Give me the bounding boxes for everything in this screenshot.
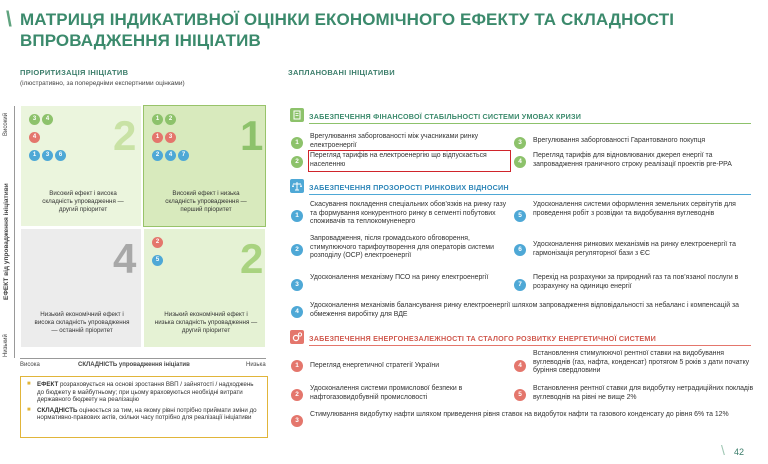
initiative-item: Перегляд енергетичної стратегії України [310,362,440,369]
initiative-dot-blue[interactable]: 6 [55,150,66,161]
initiative-item: Запровадження, після громадського обговорення, стимулюючого тарифоутворення для операторів системи розподілу (ОСР) електроенергії [310,235,494,260]
quadrant-description: Низький економічний ефект і низька складність упровадження — другий пріоритет [154,311,258,334]
x-axis-high-label: Висока [20,362,40,368]
initiative-item: Удосконалення системи оформлення земельних сервітутів для проведення робіт з розвідки та видобування вуглеводнів [533,201,736,217]
initiatives-heading: ЗАПЛАНОВАНІ ІНІЦІАТИВИ [288,68,395,77]
category-title-market-transparency: ЗАБЕЗПЕЧЕННЯ ПРОЗОРОСТІ РИНКОВИХ ВІДНОСИН [309,183,509,192]
quadrant-high-effect-high-complexity [20,105,142,227]
initiative-number: 6 [514,244,526,256]
quadrant-low-effect-high-complexity [20,228,142,348]
initiative-number: 2 [291,156,303,168]
y-axis-line [14,106,15,358]
initiative-number: 1 [291,360,303,372]
priority-number: 2 [113,112,137,159]
category-title-energy-independence: ЗАБЕЗПЕЧЕННЯ ЕНЕРГОНЕЗАЛЕЖНОСТІ ТА СТАЛОГО РОЗВИТКУ ЕНЕРГЕТИЧНОЇ СИСТЕМИ [309,334,656,343]
initiative-item: Перехід на розрахунки за природний газ та пов’язаної послуги в розрахунку на одиницю енергії [533,274,739,290]
quadrant-high-effect-low-complexity [143,105,266,227]
initiative-number: 3 [514,137,526,149]
initiative-number: 1 [291,137,303,149]
initiative-number: 4 [291,306,303,318]
initiative-number: 3 [291,415,303,427]
initiative-dot-blue[interactable]: 5 [152,255,163,266]
title-accent-slash: \ [6,8,12,31]
x-axis-low-label: Низька [246,362,266,368]
legend-complexity: ■ СКЛАДНІСТЬ оцінюється за тим, на якому рівні потрібно приймати зміни до нормативно-правових актів, скільки часу потрібно для реалізації ініціативи [27,407,261,422]
initiative-dot-green[interactable]: 4 [42,114,53,125]
prioritization-subheading: (ілюстративно, за попередніми експертними оцінками) [20,80,185,87]
quadrant-low-effect-low-complexity [143,228,266,348]
initiative-number: 2 [291,244,303,256]
prioritization-heading: ПРІОРИТИЗАЦІЯ ІНІЦІАТИВ [20,68,129,77]
initiative-dot-blue[interactable]: 2 [152,150,163,161]
initiative-dot-green[interactable]: 1 [152,114,163,125]
initiative-number: 2 [291,389,303,401]
initiative-dot-red[interactable]: 4 [29,132,40,143]
category-divider [309,123,751,124]
initiative-dot-green[interactable]: 3 [29,114,40,125]
priority-number: 1 [240,112,264,159]
initiative-item: Удосконалення системи промислової безпеки в нафтогазовидобувній промисловості [310,385,463,401]
page-title-line-1: МАТРИЦЯ ІНДИКАТИВНОЇ ОЦІНКИ ЕКОНОМІЧНОГО ЕФЕКТУ ТА СКЛАДНОСТІ [20,10,675,29]
initiative-number: 5 [514,389,526,401]
initiative-item: Удосконалення механізмів балансування ринку електроенергії шляхом запровадження відповідальності за небаланс і компенсацій за обмеження виробітку для ВДЕ [310,302,739,318]
x-axis-title: СКЛАДНІСТЬ упровадження ініціатив [78,362,190,368]
initiative-dot-red[interactable]: 2 [152,237,163,248]
initiative-item: Встановлення стимулюючої рентної ставки на видобування вуглеводнів (газ, нафта, конденсат) протягом 5 років з дати початку буріння свердловини [533,350,750,375]
legend-effect: ■ ЕФЕКТ розраховується на основі зростання ВВП / зайнятості / надходжень до бюджету в майбутньому; при цьому враховуються необхідні витрати державного бюджету на реалізацію [27,381,261,404]
document-icon [290,108,304,122]
initiative-number: 3 [291,279,303,291]
footer-accent-slash: \ [721,442,725,458]
initiative-item: Стимулювання видобутку нафти шляхом приведення рівня ставок на видобуток нафти та газового конденсату до рівня 6% та 12% [310,411,729,418]
y-axis-title: ЕФЕКТ від упровадження ініціативи [3,183,10,300]
priority-number: 4 [113,235,137,282]
initiative-dot-blue[interactable]: 1 [29,150,40,161]
initiative-dot-blue[interactable]: 7 [178,150,189,161]
page-number: 42 [734,447,745,457]
initiative-item: Перегляд тарифів для відновлюваних джерел енергії та запровадження граничного строку реалізації проектів pre-PPA [533,152,732,168]
priority-number: 2 [240,235,264,282]
quadrant-description: Низький економічний ефект і висока складність упровадження — останній пріоритет [34,311,130,334]
initiative-item: Скасування покладення спеціальних обов’язків на ринку газу та формування конкурентного ринку в сегменті побутових споживачів та теплокомуненерго [310,201,507,226]
initiative-item-highlighted: Перегляд тарифів на електроенергію що відпускається населенню [310,152,487,168]
category-divider [309,345,751,346]
y-axis-low-label: Низький [3,334,9,357]
initiative-number: 1 [291,210,303,222]
legend-box [20,376,268,438]
page-title [20,9,740,51]
initiative-dot-red[interactable]: 1 [152,132,163,143]
gears-icon [290,330,304,344]
category-divider [309,194,751,195]
initiative-item: Удосконалення механізму ПСО на ринку електроенергії [310,274,489,281]
category-title-financial-stability: ЗАБЕЗПЕЧЕННЯ ФІНАНСОВОЇ СТАБІЛЬНОСТІ СИСТЕМИ УМОВАХ КРИЗИ [309,112,582,121]
initiative-dot-blue[interactable]: 3 [42,150,53,161]
initiative-number: 7 [514,279,526,291]
initiative-dot-green[interactable]: 2 [165,114,176,125]
initiative-item: Встановлення рентної ставки для видобутку нетрадиційних покладів вуглеводнів на рівні не вище 2% [533,385,754,401]
balance-scale-icon [290,179,304,193]
initiative-item: Врегулювання заборгованості між учасниками ринку електроенергії [310,133,479,149]
y-axis-high-label: Високий [3,112,9,136]
initiative-item: Удосконалення ринкових механізмів на ринку електроенергії та гармонізація регуляторної бази з ЄС [533,241,736,257]
initiative-item: Врегулювання заборгованості Гарантованого покупця [533,137,706,144]
x-axis-line [20,358,266,359]
initiative-number: 5 [514,210,526,222]
quadrant-description: Високий ефект і низька складність упровадження — перший пріоритет [165,190,247,213]
initiative-number: 4 [514,156,526,168]
initiative-dot-red[interactable]: 3 [165,132,176,143]
quadrant-description: Високий ефект і висока складність упровадження — другий пріоритет [42,190,124,213]
initiative-number: 4 [514,360,526,372]
page-title-line-2: ВПРОВАДЖЕННЯ ІНІЦІАТИВ [20,31,261,50]
initiative-dot-blue[interactable]: 4 [165,150,176,161]
